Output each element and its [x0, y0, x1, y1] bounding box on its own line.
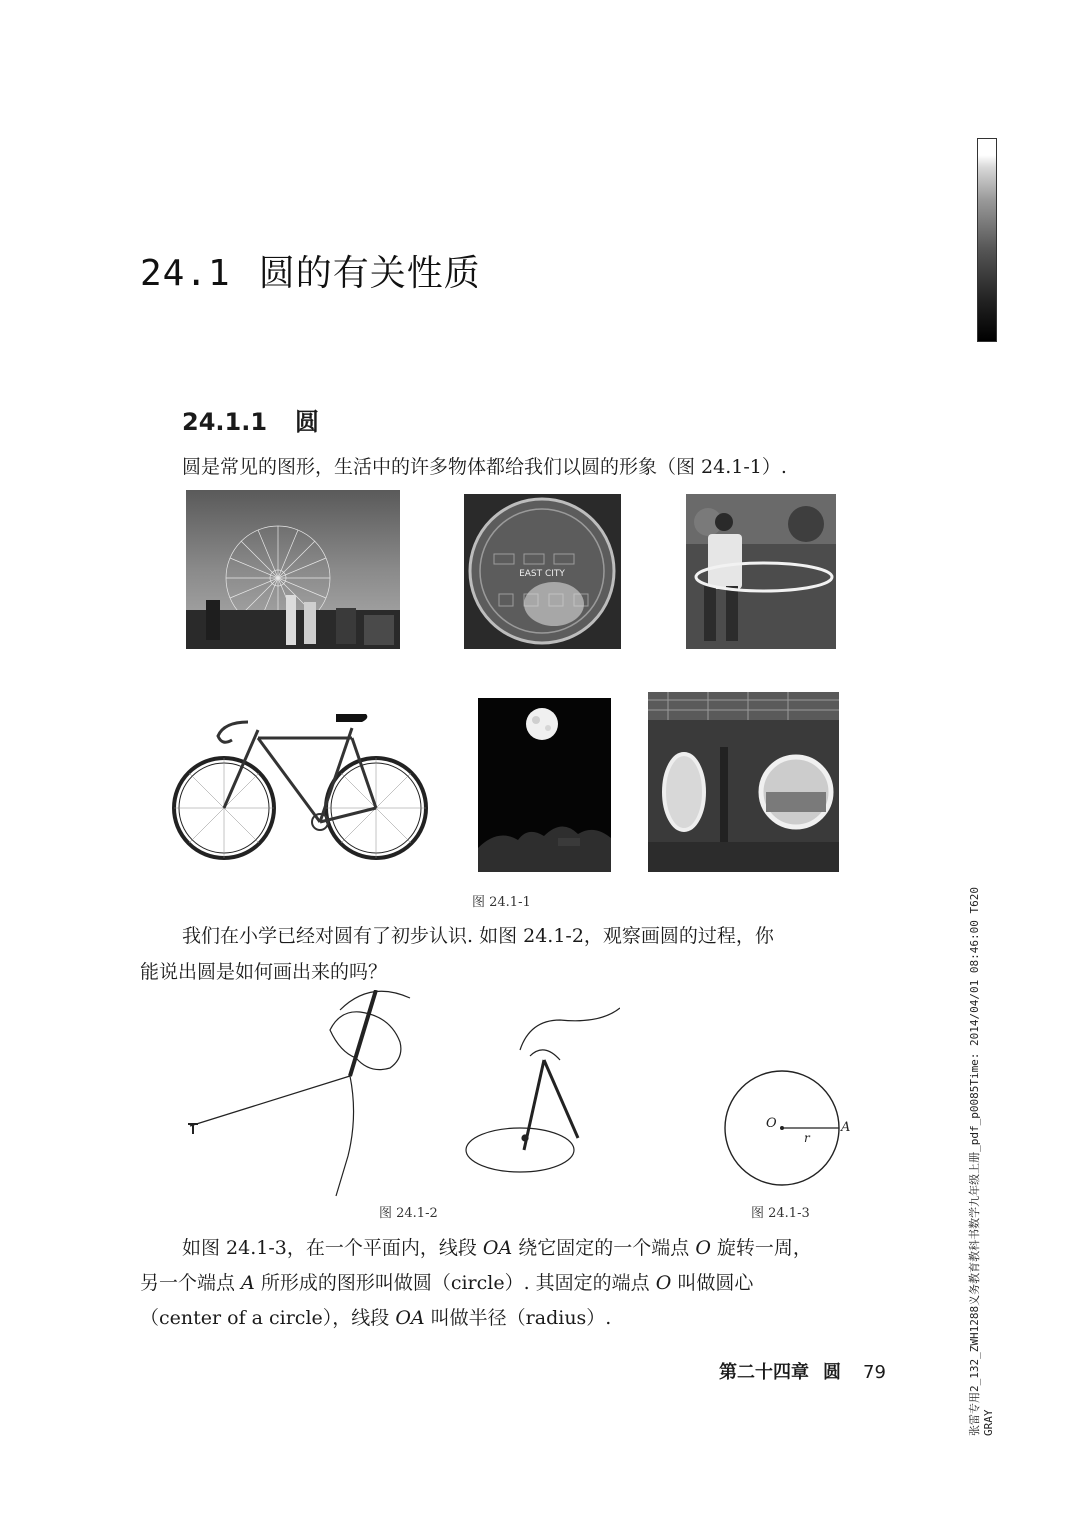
heading-text: 圆的有关性质	[258, 253, 481, 294]
definition-line-1	[182, 1229, 812, 1267]
paragraph-2-line-2: 能说出圆是如何画出来的吗？	[140, 961, 388, 983]
figure-caption-2: 图 24.1-2	[379, 1206, 438, 1221]
section-heading	[182, 402, 319, 437]
math-O: O	[655, 1272, 672, 1294]
page-number: 79	[863, 1362, 886, 1383]
center-point	[780, 1126, 784, 1130]
text-run: 叫做圆心	[671, 1272, 754, 1294]
footer-chapter: 第二十四章	[719, 1362, 809, 1383]
drawing-circle-illustration	[180, 990, 620, 1200]
heading-number: 24.1	[140, 253, 231, 294]
intro-paragraph: 圆是常见的图形，生活中的许多物体都给我们以圆的形象（图 24.1-1）.	[182, 456, 787, 478]
label-O: O	[766, 1116, 777, 1131]
section-number: 24.1.1	[182, 408, 268, 436]
text-run: 叫做半径（radius）.	[424, 1307, 612, 1329]
figure-caption-3: 图 24.1-3	[751, 1206, 810, 1221]
moon-photo	[478, 698, 611, 872]
circle-diagram	[720, 1070, 860, 1190]
math-O: O	[695, 1237, 711, 1259]
text-run: 绕它固定的一个端点	[512, 1237, 696, 1259]
gray-calibration-bar	[977, 138, 997, 342]
definition-line-2	[140, 1264, 753, 1302]
manhole-cover-photo	[464, 494, 621, 649]
manhole-text: EAST CITY	[519, 569, 565, 579]
text-run: 所形成的图形叫做圆（circle）. 其固定的端点	[254, 1272, 656, 1294]
margin-gray-label: GRAY	[982, 1409, 995, 1436]
page-footer	[719, 1358, 886, 1384]
paragraph-2-line-1: 我们在小学已经对圆有了初步认识. 如图 24.1-2，观察画圆的过程，你	[182, 925, 774, 947]
lesson-heading	[140, 245, 481, 296]
hula-hoop-photo	[686, 494, 836, 649]
margin-print-info: 张雷专用2_132_ZWH1288义务教育教科书数学九年级上册_pdf_p0085Time: 2014/04/01 08:46:00 T620	[968, 887, 981, 1436]
bicycle-photo	[170, 700, 432, 870]
label-A: A	[841, 1120, 851, 1135]
text-run: 旋转一周，	[710, 1237, 812, 1259]
math-OA: OA	[482, 1237, 513, 1259]
text-run: 如图 24.1-3，在一个平面内，线段	[182, 1237, 483, 1259]
text-run: 另一个端点	[140, 1272, 242, 1294]
definition-line-3	[140, 1299, 611, 1337]
ferris-wheel-photo	[186, 490, 400, 649]
figure-caption-1: 图 24.1-1	[472, 895, 531, 910]
math-OA: OA	[395, 1307, 425, 1329]
footer-title: 圆	[823, 1362, 841, 1383]
label-r: r	[804, 1131, 810, 1145]
math-A: A	[241, 1272, 255, 1294]
moon-gate-photo	[648, 692, 839, 872]
section-text: 圆	[295, 408, 320, 436]
text-run: （center of a circle），线段	[140, 1307, 396, 1329]
